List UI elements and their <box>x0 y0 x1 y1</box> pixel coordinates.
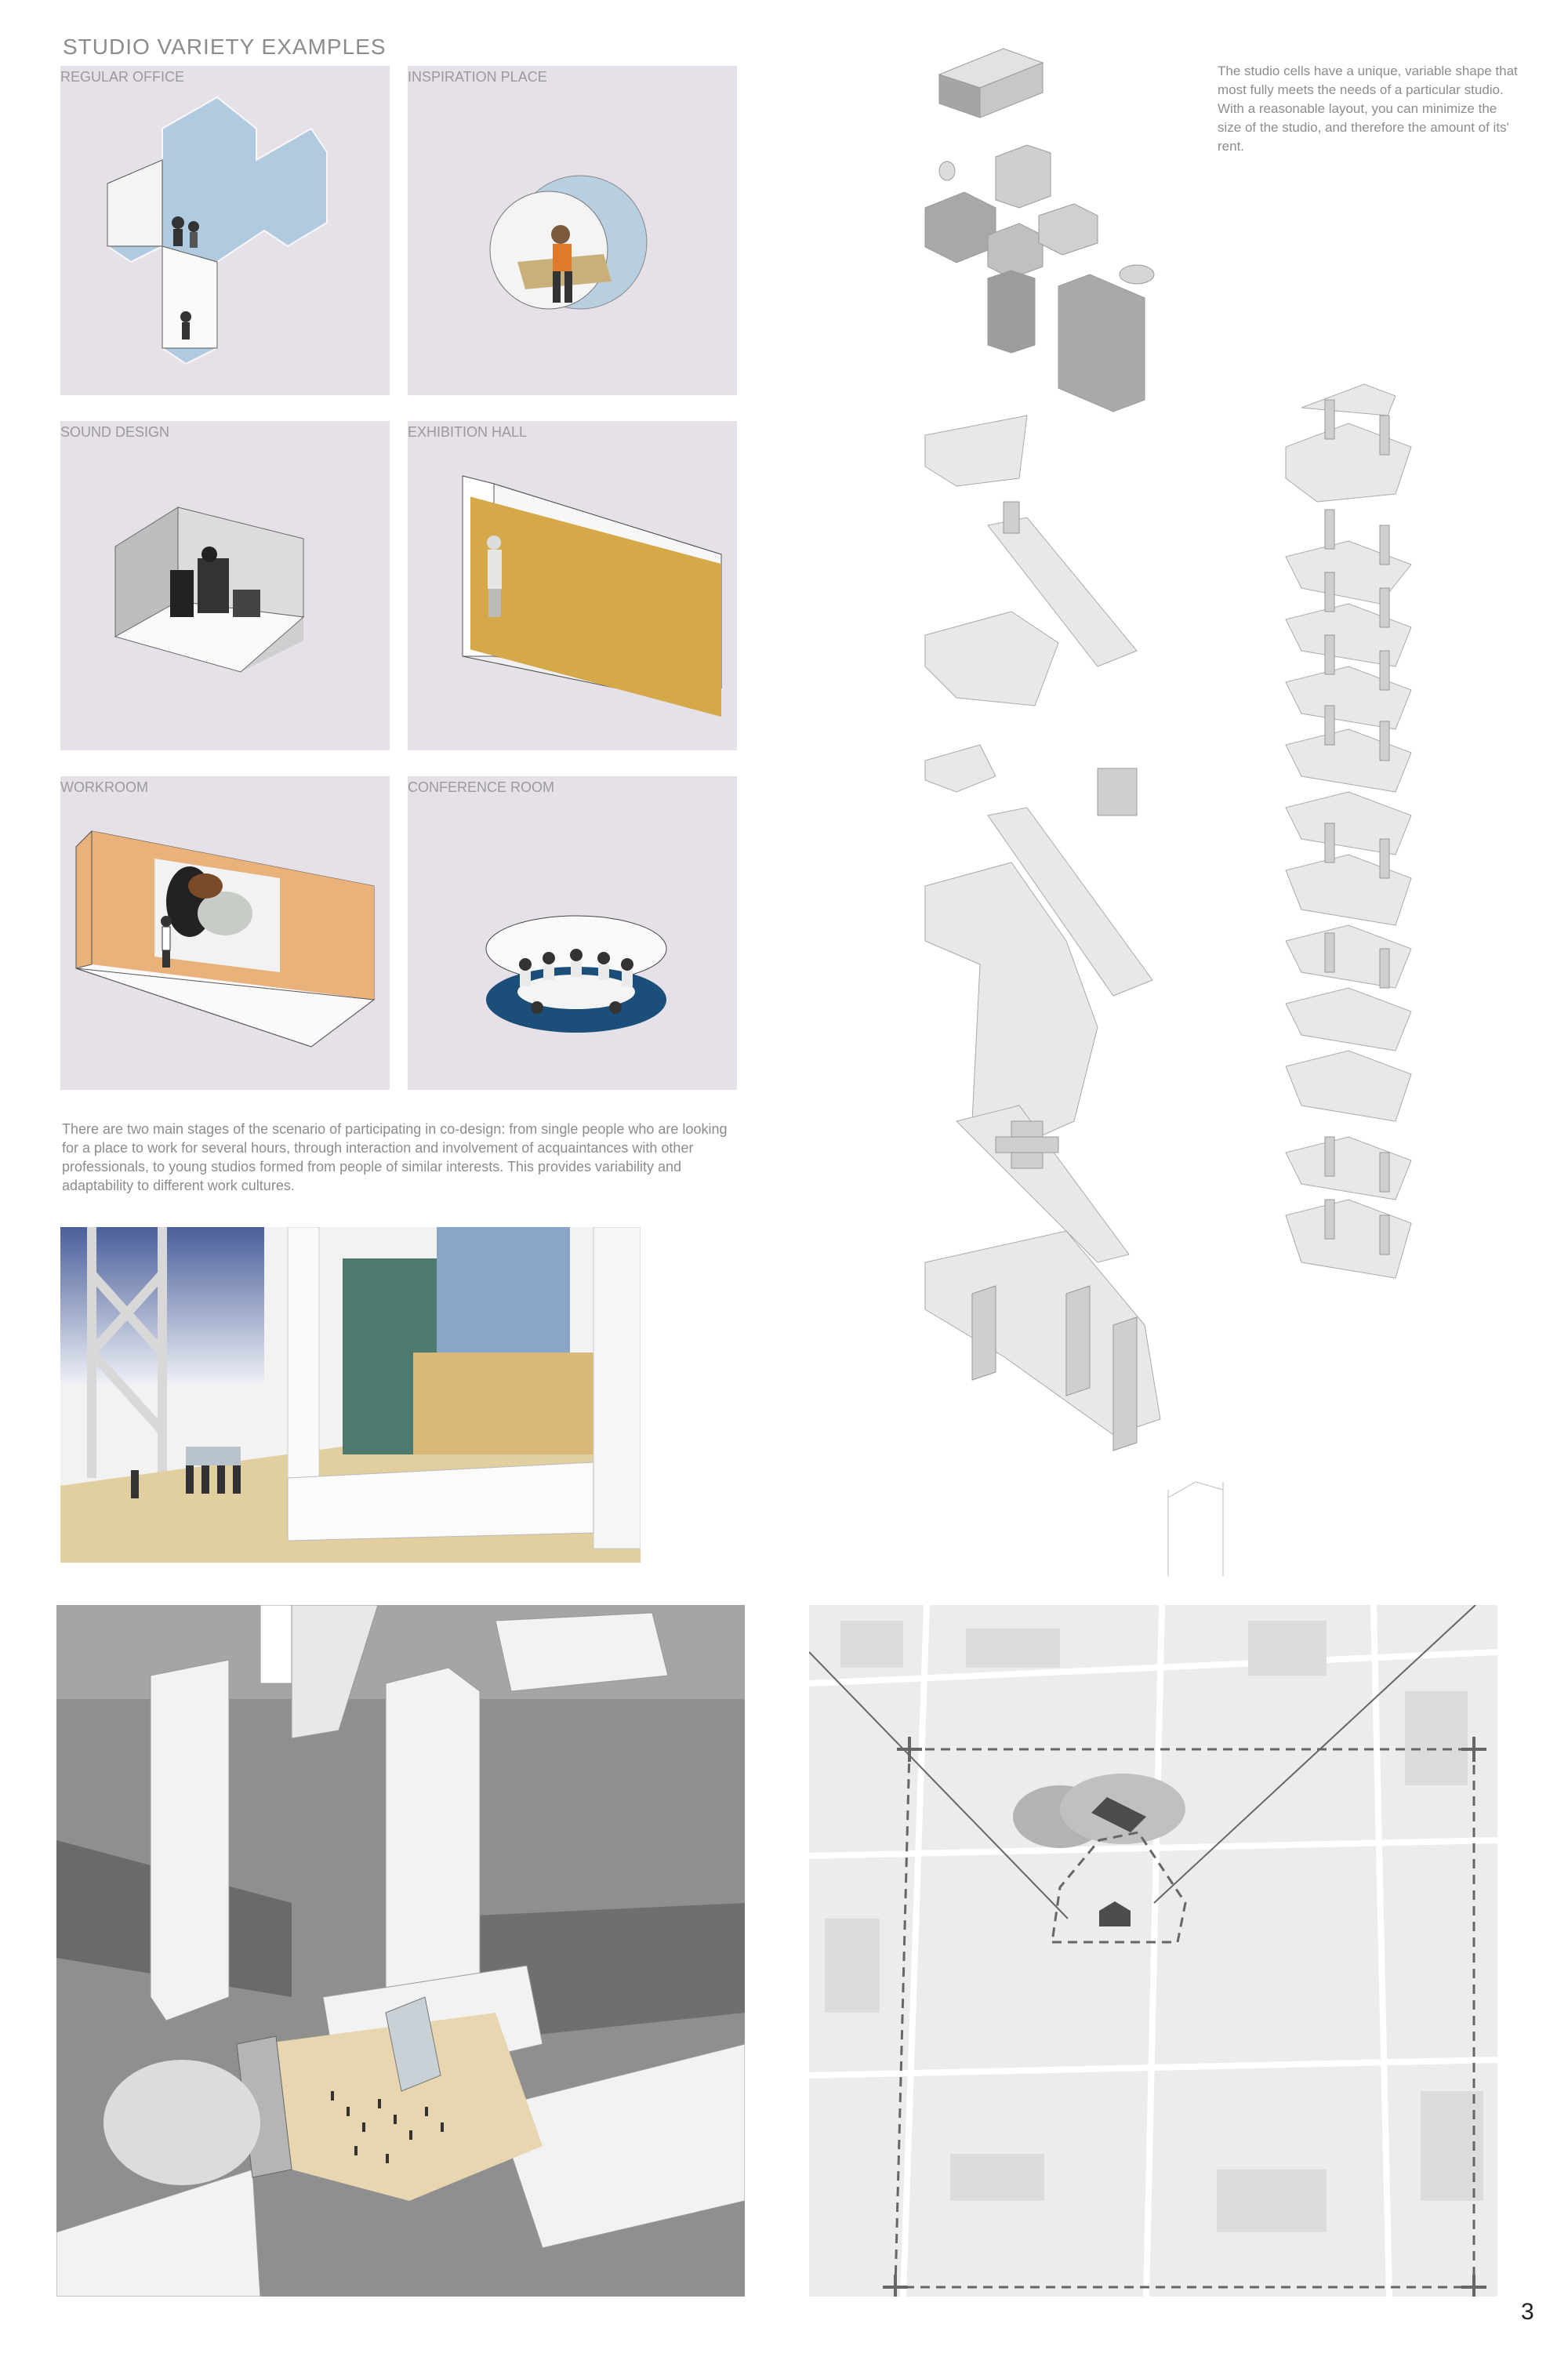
cells-description: The studio cells have a unique, variable shape that most fully meets the needs of a particular studio. With a reasonable layout, you can minimize the size of the studio, and therefore the amount of its' rent. <box>1218 64 1518 154</box>
studio-panel-exhibition-hall <box>408 421 737 750</box>
studio-label: INSPIRATION PLACE <box>408 69 547 85</box>
inspiration-place-illustration <box>408 66 737 395</box>
page-number: 3 <box>1521 2299 1534 2325</box>
studio-panel-workroom <box>60 776 390 1090</box>
studio-panel-inspiration-place <box>408 66 737 395</box>
studio-panel-conference-room <box>408 776 737 1090</box>
regular-office-illustration <box>60 66 390 395</box>
conference-room-illustration <box>408 776 737 1090</box>
page-title: STUDIO VARIETY EXAMPLES <box>63 34 387 59</box>
exhibition-hall-illustration <box>408 421 737 750</box>
sound-design-illustration <box>60 421 390 750</box>
studio-label: WORKROOM <box>60 779 148 795</box>
interior-render <box>60 1227 741 1563</box>
workroom-illustration <box>60 776 390 1090</box>
studio-label: CONFERENCE ROOM <box>408 779 555 795</box>
codesign-description: There are two main stages of the scenario of participating in co-design: from single people who are looking for a place to work for several hours, through interaction and involvement of acquaintances with other professionals, to young studios formed from people of similar interests. This provides variability and adaptability to different work cultures. <box>62 1121 728 1193</box>
studio-label: EXHIBITION HALL <box>408 424 528 440</box>
studio-label: REGULAR OFFICE <box>60 69 185 85</box>
studio-label: SOUND DESIGN <box>60 424 170 440</box>
studio-cells-axonometric <box>909 39 1537 1576</box>
studio-panel-sound-design <box>60 421 390 750</box>
aerial-site-render <box>56 1605 745 2297</box>
studio-panel-regular-office <box>60 66 390 395</box>
site-plan-map <box>809 1605 1497 2297</box>
